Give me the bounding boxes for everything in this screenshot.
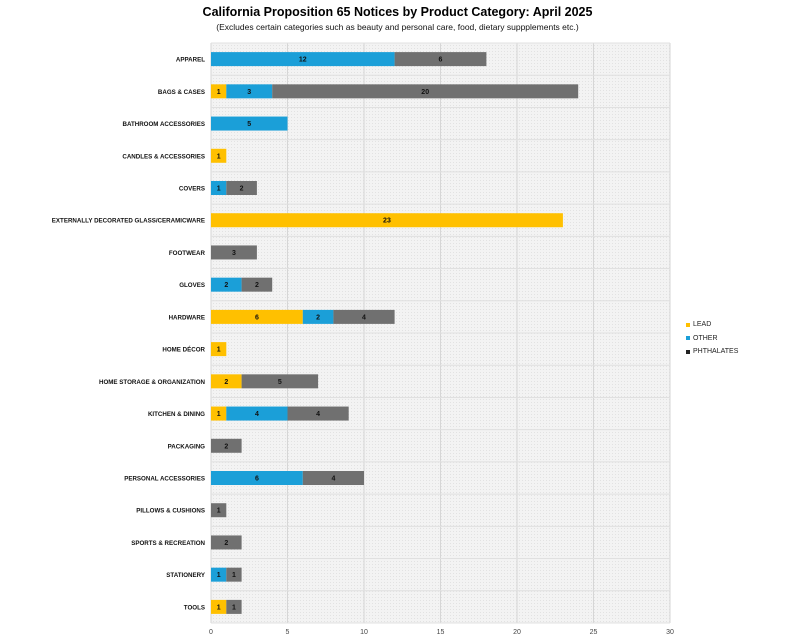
data-label-lead-bags-cases: 1 [216,88,221,96]
category-label-home-storage-organization: HOME STORAGE & ORGANIZATION [99,378,205,386]
category-label-personal-accessories: PERSONAL ACCESSORIES [124,475,205,483]
data-label-other-personal-accessories: 6 [254,475,259,483]
category-label-stationery: STATIONERY [166,572,205,580]
x-tick-label: 20 [513,629,521,636]
category-label-packaging: PACKAGING [167,443,205,451]
data-label-phthalates-bags-cases: 20 [421,88,430,96]
data-label-phthalates-home-storage-organization: 5 [277,378,282,386]
data-label-phthalates-sports-recreation: 2 [224,539,229,547]
data-label-phthalates-gloves: 2 [254,282,259,290]
legend-label-phthalates: PHTHALATES [693,348,739,356]
category-label-gloves: GLOVES [179,282,205,290]
category-label-pillows-cushions: PILLOWS & CUSHIONS [136,507,205,515]
x-tick-label: 0 [209,629,213,636]
category-label-covers: COVERS [178,185,205,193]
data-label-other-hardware: 2 [316,314,321,322]
data-label-other-covers: 1 [216,185,221,193]
data-label-phthalates-pillows-cushions: 1 [216,507,221,515]
data-label-phthalates-kitchen-dining: 4 [316,411,321,419]
data-label-phthalates-stationery: 1 [231,572,236,580]
data-label-other-kitchen-dining: 4 [254,411,259,419]
category-label-tools: TOOLS [183,604,205,612]
legend-item-lead [686,318,738,332]
data-label-lead-home-d-cor: 1 [216,346,221,354]
legend-label-other: OTHER [693,334,718,342]
data-label-phthalates-tools: 1 [231,604,236,612]
x-tick-label: 10 [360,629,368,636]
data-label-lead-hardware: 6 [254,314,259,322]
data-label-phthalates-personal-accessories: 4 [331,475,336,483]
data-label-other-gloves: 2 [224,282,229,290]
data-label-lead-candles-accessories: 1 [216,153,221,161]
data-label-other-bathroom-accessories: 5 [247,121,252,129]
category-label-candles-accessories: CANDLES & ACCESSORIES [122,153,205,161]
category-label-bathroom-accessories: BATHROOM ACCESSORIES [122,121,205,129]
legend-item-other [686,332,738,346]
data-label-phthalates-footwear: 3 [231,249,236,257]
x-tick-label: 5 [285,629,290,636]
chart-subtitle: (Excludes certain categories such as beauty and personal care, food, dietary suppplements etc.) [216,22,579,32]
data-label-lead-kitchen-dining: 1 [216,411,221,419]
category-label-kitchen-dining: KITCHEN & DINING [147,411,205,419]
legend-item-phthalates [686,345,738,359]
data-label-lead-externally-decorated-glass-ceramicware: 23 [383,217,391,225]
x-tick-label: 15 [436,629,445,636]
category-label-home-d-cor: HOME DÉCOR [162,346,205,354]
legend-swatch-phthalates [686,350,690,354]
data-label-other-apparel: 12 [298,56,307,64]
data-label-phthalates-covers: 2 [239,185,244,193]
x-tick-label: 25 [589,629,598,636]
category-label-sports-recreation: SPORTS & RECREATION [131,539,205,547]
data-label-phthalates-apparel: 6 [438,56,443,64]
legend-swatch-other [686,336,690,340]
data-label-phthalates-packaging: 2 [224,443,229,451]
x-tick-label: 30 [666,629,674,636]
data-label-phthalates-hardware: 4 [362,314,366,322]
data-label-lead-tools: 1 [216,604,221,612]
data-label-lead-home-storage-organization: 2 [224,378,229,386]
legend-swatch-lead [686,323,690,327]
legend-label-lead: LEAD [693,321,712,329]
data-label-other-bags-cases: 3 [247,88,252,96]
category-label-externally-decorated-glass-ceramicware: EXTERNALLY DECORATED GLASS/CERAMICWARE [51,217,205,225]
chart-title: California Proposition 65 Notices by Product Category: April 2025 [202,5,593,19]
category-label-bags-cases: BAGS & CASES [157,88,205,96]
category-label-hardware: HARDWARE [168,314,205,322]
category-label-footwear: FOOTWEAR [168,249,205,257]
legend [686,318,738,359]
data-label-other-stationery: 1 [216,572,221,580]
category-label-apparel: APPAREL [175,56,205,64]
